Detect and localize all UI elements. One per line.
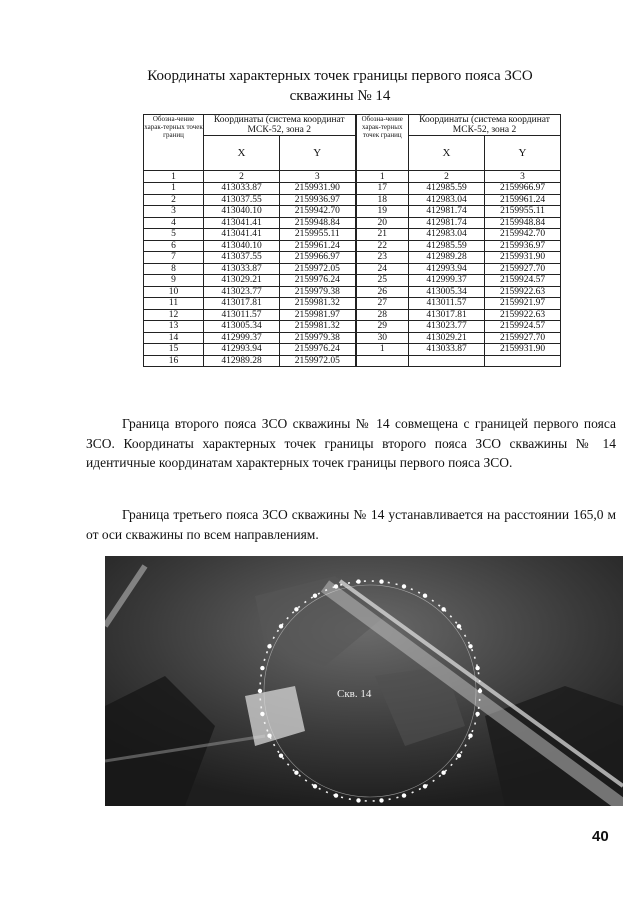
x-header-left: X [204, 136, 280, 171]
boundary-point-marker [379, 798, 383, 802]
coords-header-left: Координаты (система координат МСК-52, зона 2 [204, 115, 356, 136]
coordinates-table [143, 114, 561, 367]
x-coordinate: 413033.87 [204, 183, 280, 195]
table-row [144, 286, 561, 298]
point-id: 12 [144, 309, 204, 321]
x-coordinate: 413040.10 [204, 206, 280, 218]
boundary-point-marker [260, 712, 264, 716]
y-coordinate: 2159981.32 [280, 298, 356, 310]
coordinates-table-body [144, 183, 561, 367]
point-id: 18 [356, 194, 409, 206]
boundary-point-marker [267, 734, 271, 738]
x-coordinate: 413023.77 [204, 286, 280, 298]
x-coordinate: 413033.87 [409, 344, 485, 356]
y-coordinate: 2159972.05 [280, 355, 356, 367]
point-id: 4 [144, 217, 204, 229]
point-id: 9 [144, 275, 204, 287]
boundary-point-marker [457, 754, 461, 758]
x-coordinate: 412985.59 [409, 240, 485, 252]
y-coordinate: 2159955.11 [280, 229, 356, 241]
y-coordinate: 2159931.90 [485, 344, 561, 356]
point-id: 11 [144, 298, 204, 310]
boundary-point-marker [294, 607, 298, 611]
paragraph-second-zone: Граница второго пояса ЗСО скважины № 14 совмещена с границей первого пояса ЗСО. Координаты характерных точек границы второго пояса ЗСО скважины № 14 идентичные координатам характерных точек границы первого пояса ЗСО. [86, 416, 616, 470]
x-coordinate: 413023.77 [409, 321, 485, 333]
table-row [144, 252, 561, 264]
point-id: 29 [356, 321, 409, 333]
point-id: 19 [356, 206, 409, 218]
boundary-point-marker [475, 712, 479, 716]
boundary-point-marker [457, 624, 461, 628]
x-coordinate: 413017.81 [409, 309, 485, 321]
point-id: 1 [144, 183, 204, 195]
column-number: 2 [204, 171, 280, 183]
boundary-point-marker [356, 579, 360, 583]
point-id: 26 [356, 286, 409, 298]
table-row [144, 263, 561, 275]
boundary-point-marker [402, 793, 406, 797]
x-coordinate: 412983.04 [409, 194, 485, 206]
x-coordinate: 412999.37 [409, 275, 485, 287]
boundary-point-marker [267, 644, 271, 648]
table-row [144, 321, 561, 333]
boundary-point-marker [279, 754, 283, 758]
boundary-point-marker [475, 666, 479, 670]
table-row [144, 183, 561, 195]
point-id: 22 [356, 240, 409, 252]
table-row [144, 298, 561, 310]
point-id: 7 [144, 252, 204, 264]
point-id: 8 [144, 263, 204, 275]
y-coordinate [485, 355, 561, 367]
x-coordinate: 413037.55 [204, 252, 280, 264]
title-line-1: Координаты характерных точек границы первого пояса ЗСО [147, 68, 533, 84]
y-header-right: Y [485, 136, 561, 171]
x-coordinate: 413037.55 [204, 194, 280, 206]
table-row [144, 332, 561, 344]
y-coordinate: 2159955.11 [485, 206, 561, 218]
paragraph-third-zone: Граница третьего пояса ЗСО скважины № 14 устанавливается на расстоянии 165,0 м от оси скважины по всем направлениям. [86, 507, 616, 542]
point-id: 17 [356, 183, 409, 195]
table-row [144, 240, 561, 252]
boundary-point-marker [468, 734, 472, 738]
table-row [144, 344, 561, 356]
boundary-point-marker [441, 771, 445, 775]
boundary-point-marker [468, 644, 472, 648]
y-coordinate: 2159942.70 [280, 206, 356, 218]
y-coordinate: 2159976.24 [280, 275, 356, 287]
y-coordinate: 2159948.84 [280, 217, 356, 229]
y-coordinate: 2159948.84 [485, 217, 561, 229]
y-coordinate: 2159922.63 [485, 286, 561, 298]
boundary-point-marker [260, 666, 264, 670]
coords-header-right: Координаты (система координат МСК-52, зона 2 [409, 115, 561, 136]
boundary-point-marker [279, 624, 283, 628]
point-id: 5 [144, 229, 204, 241]
boundary-point-marker [313, 594, 317, 598]
y-coordinate: 2159931.90 [280, 183, 356, 195]
y-coordinate: 2159981.97 [280, 309, 356, 321]
point-id: 13 [144, 321, 204, 333]
column-number: 2 [409, 171, 485, 183]
boundary-point-marker [478, 689, 482, 693]
x-coordinate: 413041.41 [204, 217, 280, 229]
point-id: 23 [356, 252, 409, 264]
point-id: 21 [356, 229, 409, 241]
x-coordinate: 413011.57 [409, 298, 485, 310]
boundary-point-marker [379, 579, 383, 583]
y-coordinate: 2159981.32 [280, 321, 356, 333]
x-header-right: X [409, 136, 485, 171]
y-coordinate: 2159979.38 [280, 332, 356, 344]
y-coordinate: 2159966.97 [280, 252, 356, 264]
y-coordinate: 2159922.63 [485, 309, 561, 321]
x-coordinate: 413017.81 [204, 298, 280, 310]
x-coordinate: 413033.87 [204, 263, 280, 275]
page-title [130, 66, 550, 106]
column-number-row [144, 171, 561, 183]
x-coordinate: 412989.28 [204, 355, 280, 367]
point-id: 10 [144, 286, 204, 298]
x-coordinate: 412993.94 [204, 344, 280, 356]
x-coordinate: 413029.21 [204, 275, 280, 287]
table-row [144, 309, 561, 321]
y-coordinate: 2159936.97 [485, 240, 561, 252]
y-coordinate: 2159927.70 [485, 332, 561, 344]
x-coordinate: 413005.34 [204, 321, 280, 333]
y-coordinate: 2159972.05 [280, 263, 356, 275]
y-coordinate: 2159961.24 [485, 194, 561, 206]
boundary-point-marker [402, 584, 406, 588]
table-row [144, 194, 561, 206]
point-id: 25 [356, 275, 409, 287]
y-coordinate: 2159921.97 [485, 298, 561, 310]
point-id: 30 [356, 332, 409, 344]
column-number: 1 [144, 171, 204, 183]
point-header-right: Обозна-чение харак-терных точек границ [356, 115, 409, 171]
x-coordinate: 412981.74 [409, 206, 485, 218]
boundary-point-marker [441, 607, 445, 611]
y-coordinate: 2159976.24 [280, 344, 356, 356]
x-coordinate [409, 355, 485, 367]
page-number: 40 [592, 828, 609, 845]
point-id: 28 [356, 309, 409, 321]
x-coordinate: 412983.04 [409, 229, 485, 241]
boundary-point-marker [423, 594, 427, 598]
column-number: 3 [280, 171, 356, 183]
point-id: 20 [356, 217, 409, 229]
point-id: 3 [144, 206, 204, 218]
point-header-left: Обозна-чение харак-терных точек границ [144, 115, 204, 171]
boundary-point-marker [258, 689, 262, 693]
point-id: 6 [144, 240, 204, 252]
table-row [144, 229, 561, 241]
boundary-point-marker [313, 784, 317, 788]
point-id: 27 [356, 298, 409, 310]
x-coordinate: 413005.34 [409, 286, 485, 298]
x-coordinate: 413029.21 [409, 332, 485, 344]
table-row [144, 217, 561, 229]
y-coordinate: 2159931.90 [485, 252, 561, 264]
y-coordinate: 2159936.97 [280, 194, 356, 206]
point-id: 24 [356, 263, 409, 275]
x-coordinate: 412989.28 [409, 252, 485, 264]
table-row [144, 206, 561, 218]
table-row [144, 275, 561, 287]
y-coordinate: 2159966.97 [485, 183, 561, 195]
boundary-point-marker [423, 784, 427, 788]
point-id: 1 [356, 344, 409, 356]
x-coordinate: 412981.74 [409, 217, 485, 229]
point-id: 16 [144, 355, 204, 367]
aerial-map-svg [105, 556, 623, 806]
y-coordinate: 2159942.70 [485, 229, 561, 241]
boundary-point-marker [294, 771, 298, 775]
boundary-point-marker [334, 793, 338, 797]
column-number: 3 [485, 171, 561, 183]
y-coordinate: 2159979.38 [280, 286, 356, 298]
x-coordinate: 413041.41 [204, 229, 280, 241]
point-id: 15 [144, 344, 204, 356]
x-coordinate: 413011.57 [204, 309, 280, 321]
boundary-point-marker [356, 798, 360, 802]
point-id: 2 [144, 194, 204, 206]
y-coordinate: 2159961.24 [280, 240, 356, 252]
boundary-point-marker [334, 584, 338, 588]
y-coordinate: 2159924.57 [485, 321, 561, 333]
title-line-2: скважины № 14 [289, 88, 391, 104]
y-coordinate: 2159924.57 [485, 275, 561, 287]
point-id [356, 355, 409, 367]
table-row [144, 355, 561, 367]
point-id: 14 [144, 332, 204, 344]
aerial-map-photo [105, 556, 623, 806]
x-coordinate: 413040.10 [204, 240, 280, 252]
well-label: Скв. 14 [337, 688, 372, 700]
y-coordinate: 2159927.70 [485, 263, 561, 275]
x-coordinate: 412993.94 [409, 263, 485, 275]
x-coordinate: 412999.37 [204, 332, 280, 344]
y-header-left: Y [280, 136, 356, 171]
column-number: 1 [356, 171, 409, 183]
x-coordinate: 412985.59 [409, 183, 485, 195]
